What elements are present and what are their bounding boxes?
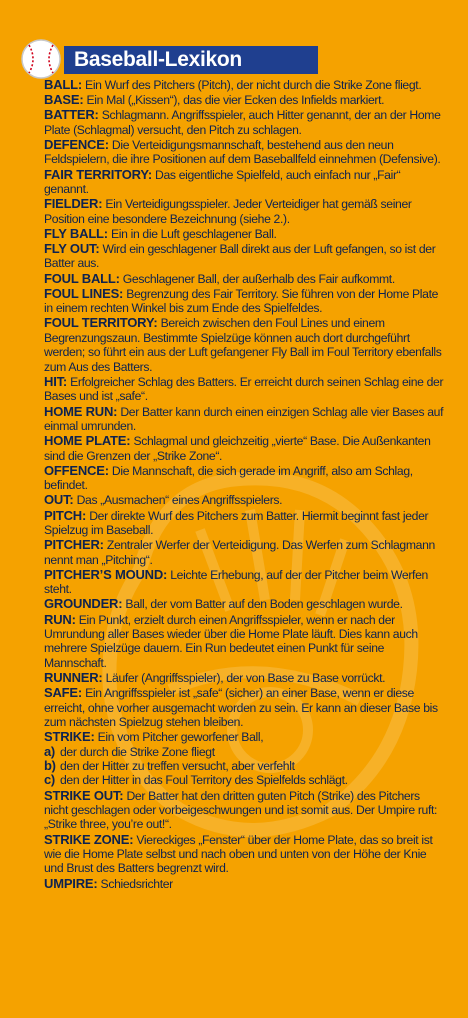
glossary-term: HIT: xyxy=(44,373,68,389)
glossary-term: UMPIRE: xyxy=(44,875,98,891)
glossary-entry xyxy=(44,730,444,788)
glossary-definition: Das „Ausmachen“ eines Angriffsspielers. xyxy=(76,493,283,508)
sub-item-text: den der Hitter in das Foul Territory des Spielfelds schlägt. xyxy=(60,773,348,788)
glossary-entry xyxy=(44,168,444,197)
glossary-definition: Ein Angriffsspieler ist „safe“ (sicher) an einer Base, wenn er diese erreicht, ohne vorher ausgemacht worden zu sein. Er kann an dieser Base bis zum nächsten Spielzug stehen bleiben. xyxy=(44,686,438,729)
glossary-definition: Die Mannschaft, die sich gerade im Angriff, also am Schlag, befindet. xyxy=(44,463,413,493)
glossary-term: OFFENCE: xyxy=(44,462,109,478)
glossary-term: BALL: xyxy=(44,77,82,92)
glossary-term: PITCH: xyxy=(44,507,87,523)
glossary-definition: Zentraler Werfer der Verteidigung. Das Werfen zum Schlagmann nennt man „Pitching“. xyxy=(44,538,435,567)
glossary-sub-item xyxy=(44,745,444,759)
glossary-entry xyxy=(44,671,444,685)
glossary-entry xyxy=(44,538,444,567)
glossary-definition: Ein Mal („Kissen“), das die vier Ecken des Infields markiert. xyxy=(86,93,385,108)
glossary-entry xyxy=(44,108,444,137)
glossary-definition: Geschlagener Ball, der außerhalb des Fair aufkommt. xyxy=(122,271,395,286)
glossary-entry xyxy=(44,227,444,241)
glossary-entry xyxy=(44,405,444,434)
glossary-term: FOUL LINES: xyxy=(44,285,124,301)
glossary-entry xyxy=(44,93,444,107)
glossary-entry xyxy=(44,434,444,463)
glossary-definition: Der direkte Wurf des Pitchers zum Batter. Hiermit beginnt fast jeder Spielzug im Baseball. xyxy=(44,508,429,537)
title-bar xyxy=(64,46,318,74)
glossary-entry xyxy=(44,316,444,374)
glossary-definition: Viereckiges „Fenster“ über der Home Plate, das so breit ist wie die Home Plate selbst und nach oben und unten von der Höhe der Knie und Brust des Batters begrenzt wird. xyxy=(44,832,433,876)
glossary-term: GROUNDER: xyxy=(44,596,123,612)
glossary-term: OUT: xyxy=(44,492,74,508)
glossary-term: BATTER: xyxy=(44,107,99,123)
sub-item-key: a) xyxy=(44,743,55,759)
glossary-definition: Erfolgreicher Schlag des Batters. Er erreicht durch seinen Schlag eine der Bases und ist „safe“. xyxy=(44,374,444,404)
glossary-entry xyxy=(44,375,444,404)
glossary-definition: Ein Verteidigungsspieler. Jeder Verteidiger hat gemäß seiner Position eine besondere Bezeichnung (siehe 2.). xyxy=(44,197,412,226)
glossary-entry xyxy=(44,613,444,671)
glossary-term: STRIKE ZONE: xyxy=(44,831,134,847)
glossary-term: FIELDER: xyxy=(44,196,103,212)
glossary-definition: Ein Wurf des Pitchers (Pitch), der nicht durch die Strike Zone fliegt. xyxy=(85,78,422,92)
glossary-definition: Bereich zwischen den Foul Lines und einem Begrenzungszaun. Bestimmte Spielzüge können auch dort durchgeführt werden; so führt ein aus der Luft gefangener Fly Ball im Foul Territory ebenfalls zum Aus des Batters. xyxy=(44,316,442,374)
glossary-entry xyxy=(44,138,444,167)
glossary-definition: Das eigentliche Spielfeld, auch einfach nur „Fair“ genannt. xyxy=(44,167,401,197)
sub-item-key: c) xyxy=(44,772,55,788)
glossary-entry xyxy=(44,464,444,493)
glossary-term: FLY BALL: xyxy=(44,225,108,241)
glossary-term: FLY OUT: xyxy=(44,241,100,257)
glossary-entry xyxy=(44,78,444,92)
glossary-definition: Läufer (Angriffsspieler), der von Base zu Base vorrückt. xyxy=(105,670,386,685)
page-title: Baseball-Lexikon xyxy=(74,48,242,71)
sub-item-text: den der Hitter zu treffen versucht, aber verfehlt xyxy=(60,759,295,774)
glossary-term: DEFENCE: xyxy=(44,137,109,153)
glossary-definition: Der Batter hat den dritten guten Pitch (Strike) des Pitchers nicht geschlagen oder vorbeigeschwungen und ist somit aus. Der Umpire ruft: „Strike three, you’re out!“. xyxy=(44,788,438,832)
glossary-list xyxy=(44,78,444,892)
glossary-entry xyxy=(44,242,444,271)
glossary-entry xyxy=(44,686,444,729)
glossary-term: HOME RUN: xyxy=(44,403,118,419)
glossary-term: FOUL TERRITORY: xyxy=(44,315,158,331)
glossary-definition: Ein vom Pitcher geworfener Ball, xyxy=(97,730,264,745)
sub-item-text: der durch die Strike Zone fliegt xyxy=(60,744,215,759)
glossary-term: PITCHER’S MOUND: xyxy=(44,566,168,582)
glossary-definition: Ein Punkt, erzielt durch einen Angriffsspieler, wenn er nach der Umrundung aller Bases wieder über die Home Plate läuft. Dies kann auch mehrere Spielzüge dauern. Ein Run bedeutet einen Punkt für seine Mannschaft. xyxy=(44,612,418,670)
glossary-definition: Die Verteidigungsmannschaft, bestehend aus den neun Feldspielern, die ihre Positionen auf dem Baseballfeld einnehmen (Defensive). xyxy=(44,138,441,167)
glossary-term: RUN: xyxy=(44,611,76,627)
glossary-term: SAFE: xyxy=(44,685,83,701)
glossary-definition: Leichte Erhebung, auf der der Pitcher beim Werfen steht. xyxy=(44,567,428,597)
glossary-definition: Ball, der vom Batter auf den Boden geschlagen wurde. xyxy=(125,597,403,612)
glossary-term: HOME PLATE: xyxy=(44,433,131,449)
glossary-term: STRIKE: xyxy=(44,729,95,745)
glossary-term: FAIR TERRITORY: xyxy=(44,166,152,182)
glossary-definition: Schlagmann. Angriffsspieler, auch Hitter genannt, der an der Home Plate (Schlagmal) versucht, den Pitch zu schlagen. xyxy=(44,108,441,137)
glossary-entry xyxy=(44,197,444,226)
sub-item-key: b) xyxy=(44,758,56,774)
glossary-entry xyxy=(44,877,444,891)
glossary-definition: Der Batter kann durch einen einzigen Schlag alle vier Bases auf einmal umrunden. xyxy=(44,404,444,433)
glossary-definition: Schlagmal und gleichzeitig „vierte“ Base. Die Außenkanten sind die Grenzen der „Strike Zone“. xyxy=(44,434,431,463)
glossary-sub-item xyxy=(44,759,444,773)
glossary-term: STRIKE OUT: xyxy=(44,787,124,803)
glossary-term: FOUL BALL: xyxy=(44,270,120,286)
glossary-definition: Ein in die Luft geschlagener Ball. xyxy=(110,226,277,241)
glossary-term: RUNNER: xyxy=(44,669,103,685)
glossary-entry xyxy=(44,568,444,597)
glossary-entry xyxy=(44,509,444,538)
glossary-entry xyxy=(44,833,444,876)
glossary-entry xyxy=(44,272,444,286)
glossary-term: BASE: xyxy=(44,92,84,108)
glossary-definition: Begrenzung des Fair Territory. Sie führen von der Home Plate in einem rechten Winkel bis zum Ende des Spielfeldes. xyxy=(44,286,439,316)
glossary-entry xyxy=(44,789,444,832)
glossary-entry xyxy=(44,597,444,611)
glossary-definition: Wird ein geschlagener Ball direkt aus der Luft gefangen, so ist der Batter aus. xyxy=(44,242,436,271)
glossary-entry xyxy=(44,287,444,316)
glossary-sub-item xyxy=(44,773,444,787)
glossary-term: PITCHER: xyxy=(44,537,104,553)
glossary-entry xyxy=(44,493,444,507)
baseball-icon xyxy=(20,38,62,80)
glossary-definition: Schiedsrichter xyxy=(100,876,173,891)
